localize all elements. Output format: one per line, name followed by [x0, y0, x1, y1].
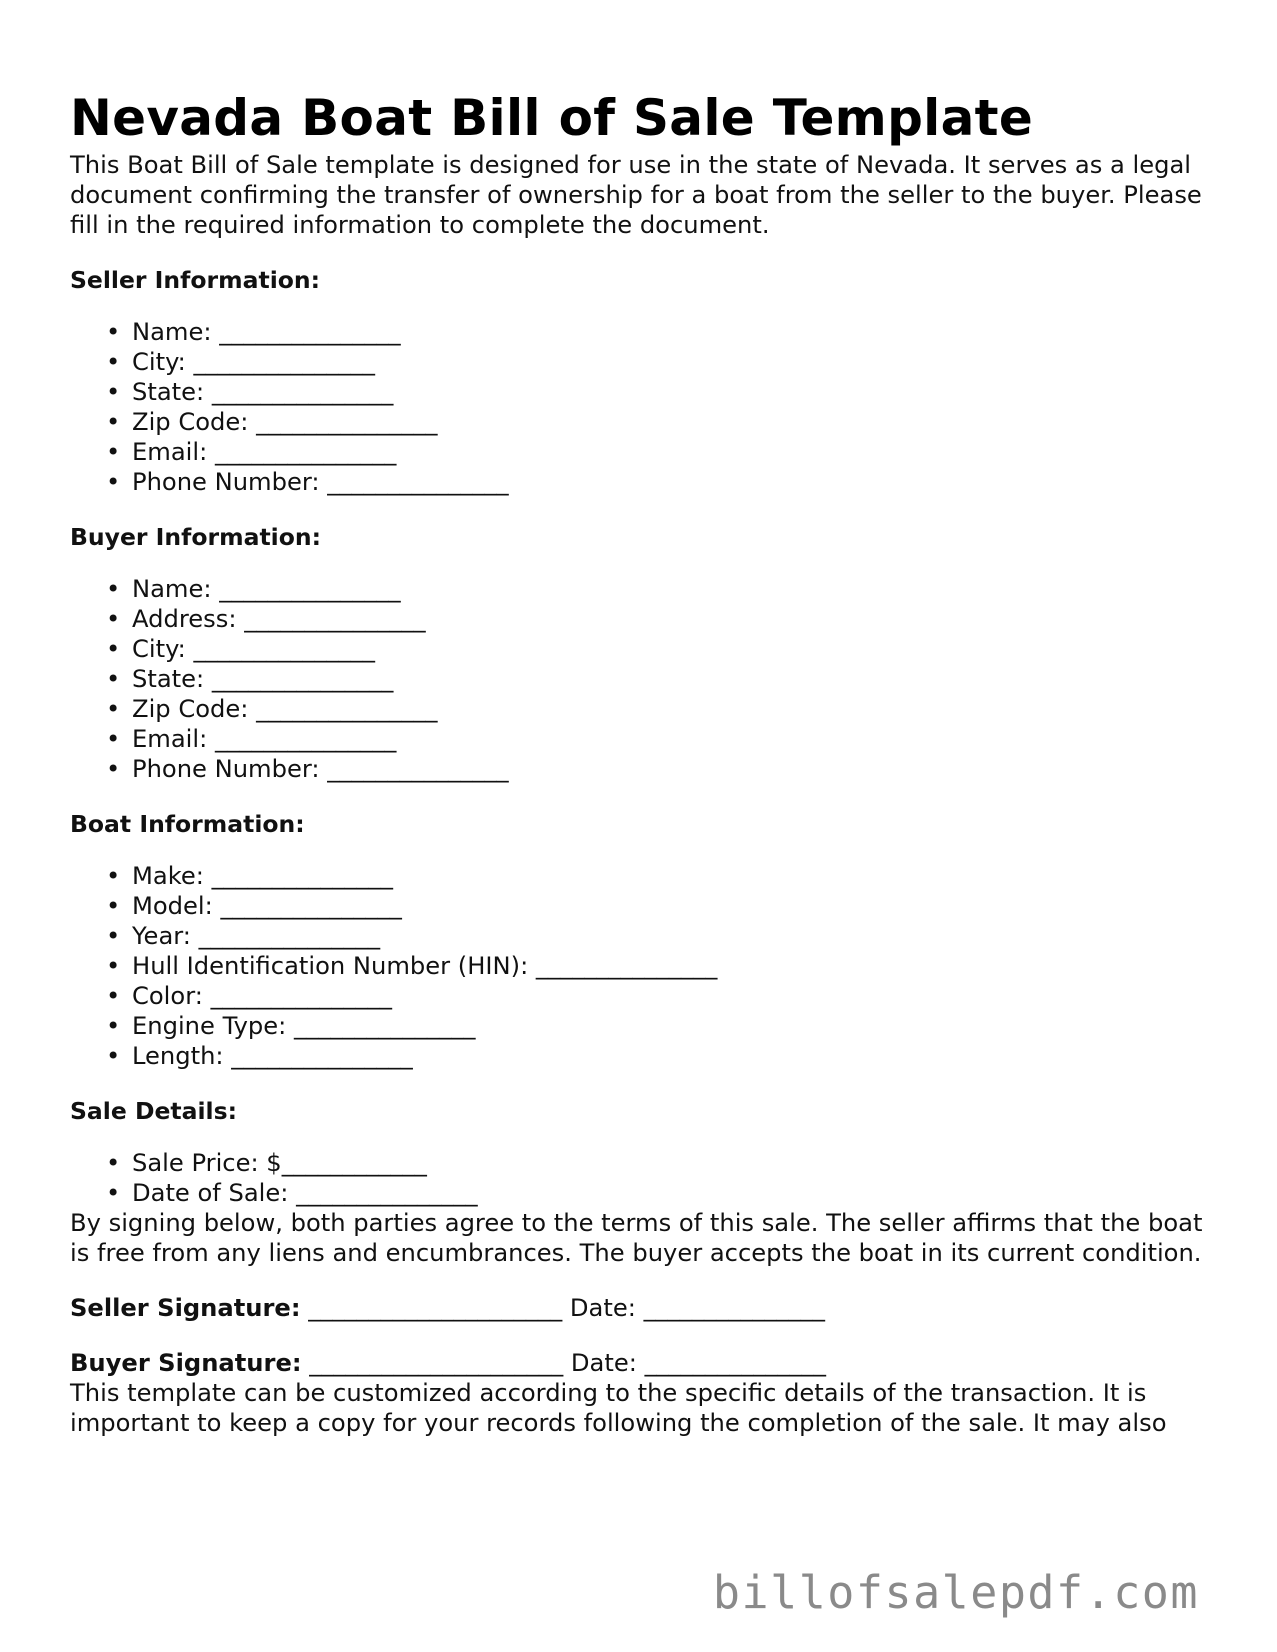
- field-blank[interactable]: _______________: [327, 468, 509, 496]
- sale-details-heading: Sale Details:: [70, 1097, 237, 1125]
- buyer-zip-field: [70, 694, 1220, 724]
- buyer-email-field: [70, 724, 1220, 754]
- bullet-icon: •: [106, 1042, 121, 1070]
- field-blank[interactable]: _______________: [211, 862, 393, 890]
- field-label: Make:: [132, 862, 204, 890]
- field-blank[interactable]: _______________: [214, 725, 397, 753]
- bullet-icon: •: [106, 982, 121, 1010]
- field-label: Year:: [132, 922, 191, 950]
- field-blank[interactable]: _______________: [244, 605, 426, 633]
- field-label: Name:: [132, 318, 212, 346]
- buyer-signature-line: [70, 1348, 1220, 1378]
- buyer-city-field: [70, 634, 1220, 664]
- field-label: Sale Price: $: [132, 1149, 282, 1177]
- intro-paragraph: This Boat Bill of Sale template is designed for use in the state of Nevada. It serves as a legal document confirming the transfer of ownership for a boat from the seller to the buyer. Please fill in the required information to complete the document.: [70, 151, 1202, 239]
- sale-fields-list: [70, 1148, 1220, 1208]
- seller-info-heading: Seller Information:: [70, 266, 321, 294]
- field-blank[interactable]: _______________: [219, 318, 401, 346]
- bullet-icon: •: [106, 665, 121, 693]
- field-label: Name:: [132, 575, 212, 603]
- field-label: Length:: [132, 1042, 224, 1070]
- buyer-signature-blank[interactable]: _____________________: [309, 1349, 564, 1377]
- seller-signature-blank[interactable]: _____________________: [308, 1294, 563, 1322]
- boat-fields-list: [70, 861, 1220, 1071]
- sale-date-field: [70, 1178, 1220, 1208]
- field-blank[interactable]: _______________: [211, 665, 394, 693]
- footer-note-line-2: important to keep a copy for your records following the completion of the sale. It may also: [70, 1409, 1167, 1437]
- document-title: Nevada Boat Bill of Sale Template: [70, 89, 1034, 147]
- field-blank[interactable]: _______________: [220, 892, 402, 920]
- field-blank[interactable]: _______________: [211, 378, 394, 406]
- seller-phone-field: [70, 467, 1220, 497]
- bullet-icon: •: [106, 378, 121, 406]
- field-label: Zip Code:: [132, 695, 249, 723]
- buyer-state-field: [70, 664, 1220, 694]
- field-label: Date of Sale:: [132, 1179, 289, 1207]
- document-body: [70, 86, 1220, 1438]
- field-blank[interactable]: _______________: [193, 348, 375, 376]
- field-label: State:: [132, 665, 205, 693]
- buyer-signature-label: Buyer Signature:: [70, 1349, 302, 1377]
- bullet-icon: •: [106, 952, 121, 980]
- boat-length-field: [70, 1041, 1220, 1071]
- boat-info-heading: Boat Information:: [70, 810, 305, 838]
- buyer-date-blank[interactable]: _______________: [644, 1349, 826, 1377]
- bullet-icon: •: [106, 438, 121, 466]
- seller-state-field: [70, 377, 1220, 407]
- field-blank[interactable]: _______________: [193, 635, 375, 663]
- buyer-date-label: Date:: [570, 1349, 637, 1377]
- field-blank[interactable]: ____________: [281, 1149, 427, 1177]
- boat-color-field: [70, 981, 1220, 1011]
- buyer-phone-field: [70, 754, 1220, 784]
- buyer-address-field: [70, 604, 1220, 634]
- buyer-info-heading: Buyer Information:: [70, 523, 322, 551]
- field-blank[interactable]: _______________: [214, 438, 397, 466]
- field-blank[interactable]: _______________: [198, 922, 381, 950]
- field-label: Color:: [132, 982, 203, 1010]
- field-label: Email:: [132, 725, 208, 753]
- field-blank[interactable]: _______________: [256, 695, 438, 723]
- field-label: Email:: [132, 438, 208, 466]
- seller-fields-list: [70, 317, 1220, 497]
- field-label: Address:: [132, 605, 237, 633]
- field-label: Engine Type:: [132, 1012, 287, 1040]
- bullet-icon: •: [106, 922, 121, 950]
- seller-name-field: [70, 317, 1220, 347]
- boat-hin-field: [70, 951, 1220, 981]
- sale-price-field: [70, 1148, 1220, 1178]
- field-label: State:: [132, 378, 205, 406]
- bullet-icon: •: [106, 408, 121, 436]
- field-label: Phone Number:: [132, 468, 320, 496]
- field-blank[interactable]: _______________: [327, 755, 509, 783]
- seller-signature-line: [70, 1293, 1220, 1323]
- field-label: City:: [132, 635, 186, 663]
- bullet-icon: •: [106, 605, 121, 633]
- boat-engine-type-field: [70, 1011, 1220, 1041]
- field-blank[interactable]: _______________: [231, 1042, 413, 1070]
- bullet-icon: •: [106, 725, 121, 753]
- field-blank[interactable]: _______________: [256, 408, 438, 436]
- bullet-icon: •: [106, 1149, 121, 1177]
- bullet-icon: •: [106, 635, 121, 663]
- bullet-icon: •: [106, 1179, 121, 1207]
- bullet-icon: •: [106, 862, 121, 890]
- field-label: City:: [132, 348, 186, 376]
- footer-note-line-1: This template can be customized according to the specific details of the transaction. It is: [70, 1379, 1147, 1407]
- field-blank[interactable]: _______________: [219, 575, 401, 603]
- seller-email-field: [70, 437, 1220, 467]
- field-blank[interactable]: _______________: [210, 982, 392, 1010]
- bullet-icon: •: [106, 468, 121, 496]
- field-blank[interactable]: _______________: [296, 1179, 478, 1207]
- bullet-icon: •: [106, 892, 121, 920]
- seller-date-blank[interactable]: _______________: [643, 1294, 825, 1322]
- bullet-icon: •: [106, 318, 121, 346]
- field-label: Hull Identification Number (HIN):: [132, 952, 529, 980]
- field-blank[interactable]: _______________: [535, 952, 718, 980]
- buyer-name-field: [70, 574, 1220, 604]
- bullet-icon: •: [106, 755, 121, 783]
- field-label: Model:: [132, 892, 213, 920]
- seller-city-field: [70, 347, 1220, 377]
- boat-model-field: [70, 891, 1220, 921]
- field-label: Phone Number:: [132, 755, 320, 783]
- field-label: Zip Code:: [132, 408, 249, 436]
- bullet-icon: •: [106, 348, 121, 376]
- agreement-paragraph: By signing below, both parties agree to the terms of this sale. The seller affirms that the boat is free from any liens and encumbrances. The buyer accepts the boat in its current condition.: [70, 1209, 1203, 1267]
- field-blank[interactable]: _______________: [294, 1012, 476, 1040]
- bullet-icon: •: [106, 1012, 121, 1040]
- watermark-text: billofsalepdf.com: [712, 1566, 1199, 1619]
- buyer-fields-list: [70, 574, 1220, 784]
- boat-make-field: [70, 861, 1220, 891]
- boat-year-field: [70, 921, 1220, 951]
- seller-signature-label: Seller Signature:: [70, 1294, 301, 1322]
- bullet-icon: •: [106, 695, 121, 723]
- seller-date-label: Date:: [569, 1294, 636, 1322]
- bullet-icon: •: [106, 575, 121, 603]
- seller-zip-field: [70, 407, 1220, 437]
